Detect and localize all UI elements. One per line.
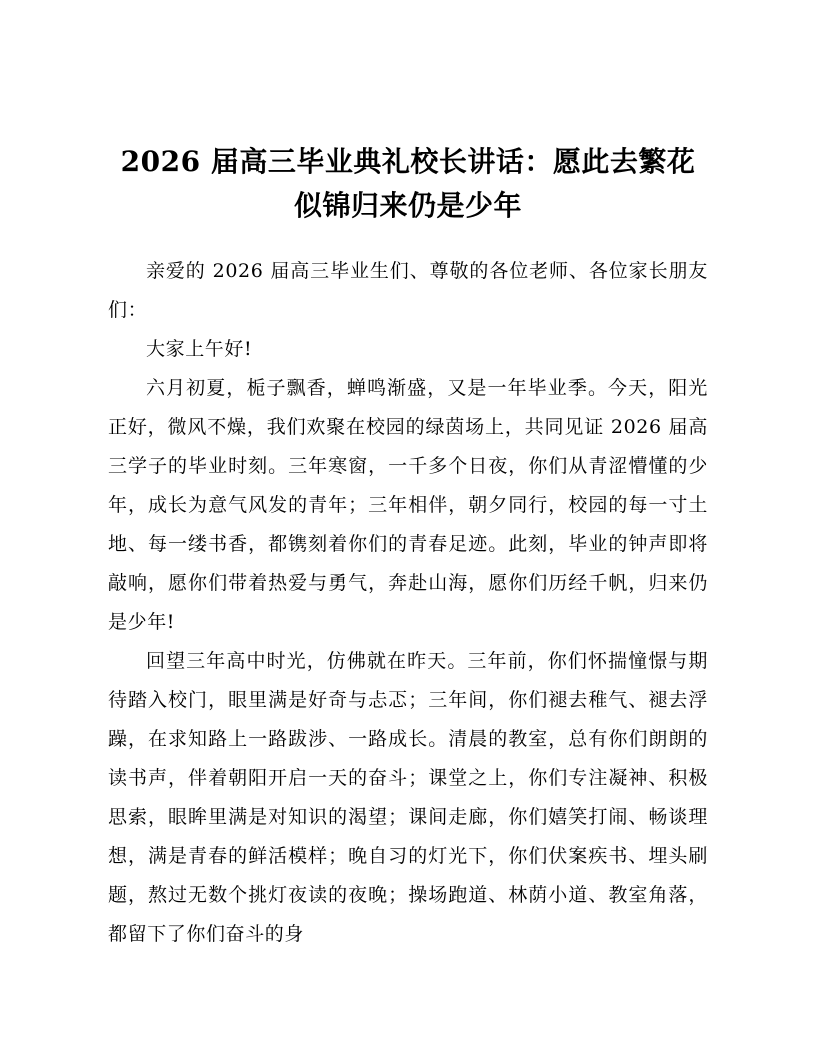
paragraph-greeting: 大家上午好! [146,338,253,360]
paragraph-salutation: 亲爱的 2026 届高三毕业生们、尊敬的各位老师、各位家长朋友们： [108,260,708,321]
paragraph-graduation-season: 六月初夏，栀子飘香，蝉鸣渐盛，又是一年毕业季。今天，阳光正好，微风不燥，我们欢聚在校园的绿茵场上，共同见证 2026 届高三学子的毕业时刻。三年寒窗，一千多个日夜，你们从青涩懵懂的少年，成长为意气风发的青年；三年相伴，朝夕同行，校园的每一寸土地、每一缕书香，都镌刻着你们的青春足迹。此刻，毕业的钟声即将敲响，愿你们带着热爱与勇气，奔赴山海，愿你们历经千帆，归来仍是少年! [108,377,708,633]
document-title: 2026 届高三毕业典礼校长讲话：愿此去繁花似锦归来仍是少年 [120,145,696,222]
document-body [108,252,708,954]
paragraph-looking-back: 回望三年高中时光，仿佛就在昨天。三年前，你们怀揣憧憬与期待踏入校门，眼里满是好奇与忐忑；三年间，你们褪去稚气、褪去浮躁，在求知路上一路跋涉、一路成长。清晨的教室，总有你们朗朗的读书声，伴着朝阳开启一天的奋斗；课堂之上，你们专注凝神、积极思索，眼眸里满是对知识的渴望；课间走廊，你们嬉笑打闹、畅谈理想，满是青春的鲜活模样；晚自习的灯光下，你们伏案疾书、埋头刷题，熬过无数个挑灯夜读的夜晚；操场跑道、林荫小道、教室角落，都留下了你们奋斗的身 [108,650,708,945]
